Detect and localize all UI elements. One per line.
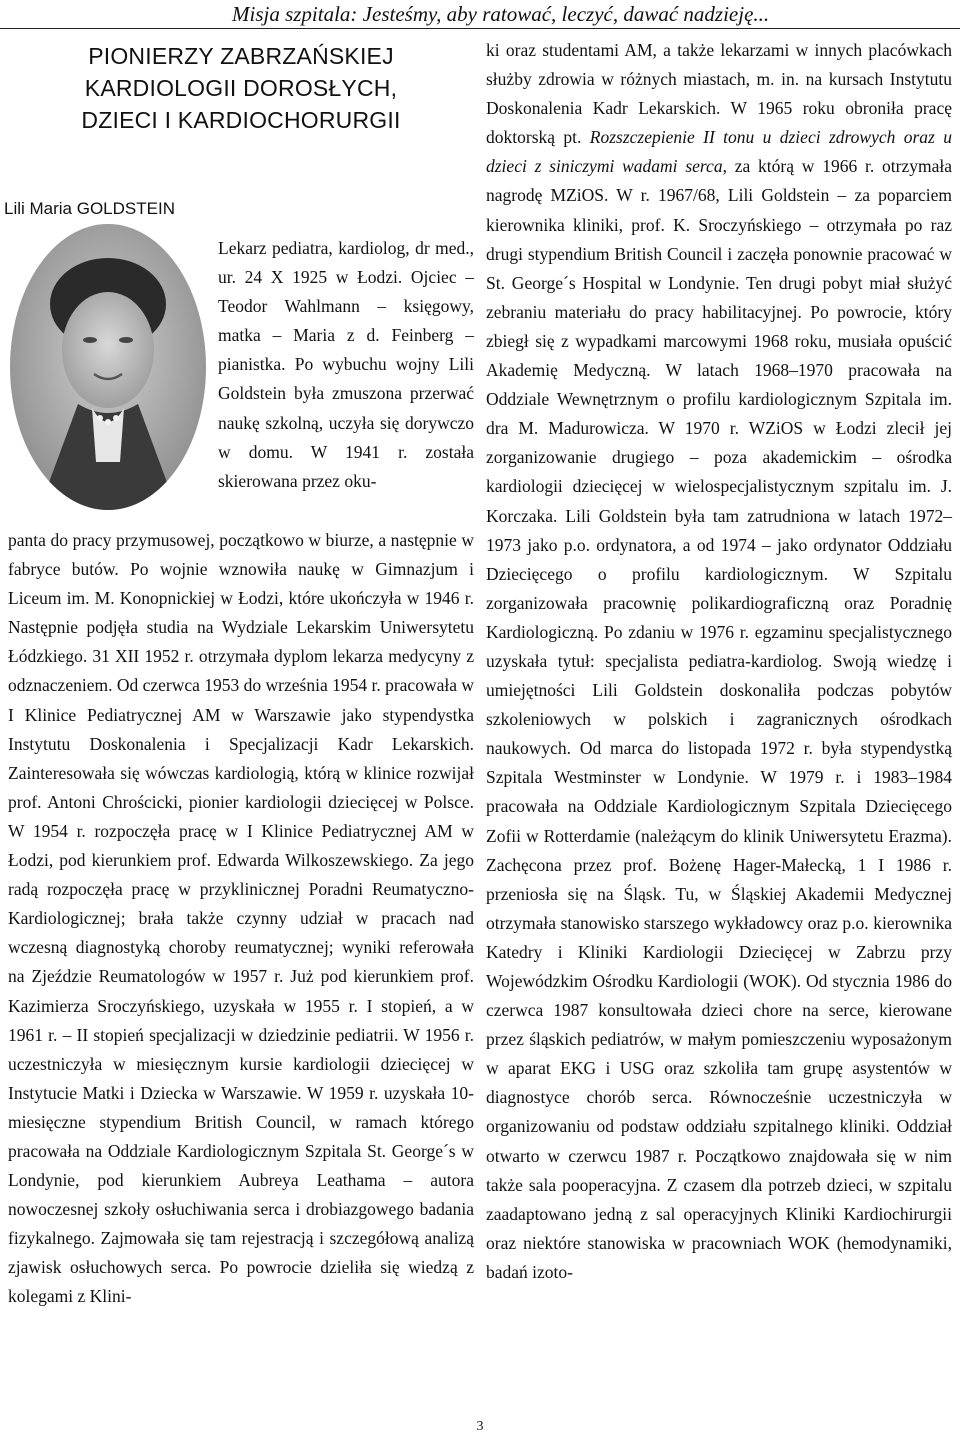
right-column	[486, 36, 952, 1416]
left-body-paragraph: panta do pracy przymusowej, początkowo w biurze, a następnie w fabryce butów. Po wojnie wznowiła naukę w Gimnazjum i Liceum im. M. Konopnickiej w Łodzi, które ukończyła w 1946 r. Następnie podjęła studia na Wydziale Lekarskim Uniwersytetu Łódzkiego. 31 XII 1952 r. otrzymała dyplom lekarza medycyny z odznaczeniem. Od czerwca 1953 do września 1954 r. pracowała w I Klinice Pediatrycznej AM w Warszawie jako stypendystka Instytutu Doskonalenia i Specjalizacji Kadr Lekarskich. Zainteresowała się wówczas kardiologią, którą w klinice rozwijał prof. Antoni Chrościcki, pionier kardiologii dziecięcej w Polsce. W 1954 r. rozpoczęła pracę w I Klinice Pediatrycznej AM w Łodzi, pod kierunkiem prof. Edwarda Wilkoszewskiego. Za jego radą rozpoczęła pracę w przyklinicznej Poradni Reumatyczno-Kardiologicznej; brała także czynny udział w pracach nad wczesną diagnostyką choroby reumatycznej; wyniki referowała na Zjeździe Reumatologów w 1957 r. Już pod kierunkiem prof. Kazimierza Sroczyńskiego, uzyskała w 1955 r. I stopień, a w 1961 r. – II stopień specjalizacji w dziedzinie pediatrii. W 1956 r. uczestniczyła w miesięcznym kursie kardiologii dziecięcej w Instytucie Matki i Dziecka w Warszawie. W 1959 r. uzyskała 10-miesięczne stypendium British Council, w ramach którego pracowała na Oddziale Kardiologicznym Szpitala St. George´s w Londynie, pod kierunkiem Aubreya Leathama – autora nowoczesnej szkoły osłuchiwania serca i drobiazgowego badania fizykalnego. Zajmowała się tam rejestracją i szczegółową analizą zjawisk osłuchowych serca. Po powrocie dzieliła się wiedzą z kolegami z Klini-	[8, 530, 474, 1307]
thesis-title: Rozszczepienie II tonu u dzieci zdrowych oraz u dzieci z siniczymi wadami serca	[486, 127, 952, 177]
article-title-line-1: PIONIERZY ZABRZAŃSKIEJ	[88, 43, 394, 69]
page-number: 3	[476, 1419, 484, 1434]
intro-text: Lekarz pediatra, kardiolog, dr med., ur. 24 X 1925 w Łodzi. Ojciec – Teodor Wahlmann – księgowy, matka – Maria z d. Feinberg – pianistka. Po wybuchu wojny Lili Goldstein była zmuszona przerwać naukę szkolną, uczyła się dorywczo w domu. W 1941 r. została skierowana przez oku-	[218, 238, 474, 491]
left-body-text	[8, 526, 474, 1312]
person-name: Lili Maria GOLDSTEIN	[4, 199, 175, 218]
article-title-line-2: KARDIOLOGII DOROSŁYCH,	[84, 75, 398, 101]
header-divider	[0, 28, 960, 29]
right-body-text-1: ki oraz studentami AM, a także lekarzami w innych placówkach służby zdrowia w różnych miastach, m. in. na kursach Instytutu Doskonalenia Kadr Lekarskich. W 1965 roku obroniła pracę doktorską pt.	[486, 40, 952, 148]
portrait-photo	[8, 222, 208, 516]
intro-paragraph	[218, 234, 474, 496]
article-title	[8, 40, 474, 136]
portrait-image	[8, 222, 208, 512]
article-title-line-3: DZIECI I KARDIOCHORURGII	[81, 107, 401, 133]
right-body-text-2: , za którą w 1966 r. otrzymała nagrodę MZiOS. W r. 1967/68, Lili Goldstein – za poparciem kierownika kliniki, prof. K. Sroczyńskiego – otrzymała po raz drugi stypendium British Council i zaczęła ponownie pracować w St. George´s Hospital w Londynie. Ten drugi pobyt miał służyć zebraniu materiału do pracy habilitacyjnej. Po powrocie, który zbiegł się z wypadkami marcowymi 1968 roku, musiała opuścić Akademię Medyczną. W latach 1968–1970 pracowała na Oddziale Wewnętrznym o profilu kardiologicznym Szpitala im. dra M. Madurowicza. W 1970 r. WZiOS w Łodzi zlecił jej zorganizowanie drugiego – poza akademickim – ośrodka kardiologii dziecięcej w wielospecjalistycznym szpitalu im. J. Korczaka. Lili Goldstein była tam zatrudniona w latach 1972–1973 jako p.o. ordynatora, a od 1974 – jako ordynator Oddziału Dziecięcego o profilu kardiologicznym. W Szpitalu zorganizowała pracownię polikardiograficzną oraz Poradnię Kardiologiczną. Po zdaniu w 1976 r. egzaminu specjalistycznego uzyskała tytuł: specjalista pediatra-kardiolog. Swoją wiedzę i umiejętności Lili Goldstein doskonaliła podczas pobytów szkoleniowych w polskich i zagranicznych ośrodkach naukowych. Od marca do listopada 1972 r. była stypendystką Szpitala Westminster w Londynie. W 1979 r. i 1983–1984 pracowała na Oddziale Kardiologicznym Szpitala Dziecięcego Zofii w Rotterdamie (należącym do klinik Uniwersytetu Erazma). Zachęcona przez prof. Bożenę Hager-Małecką, 1 I 1986 r. przeniosła się na Śląsk. Tu, w Śląskiej Akademii Medycznej otrzymała stanowisko starszego wykładowcy oraz p.o. kierownika Katedry i Kliniki Kardiologii Dziecięcej w Zabrzu przy Wojewódzkim Ośrodku Kardiologii (WOK). Od stycznia 1986 do czerwca 1987 konsultowała dzieci chore na serce, kierowane przez śląskich pediatrów, w małym pomieszczeniu wyposażonym w aparat EKG i USG oraz szkoliła tam grupę asystentów w diagnostyce chorób serca. Równocześnie uczestniczyła w organizowaniu od podstaw oddziału szpitalnego kliniki. Oddział otwarto w czerwcu 1987 r. Początkowo znajdowała się w nim także sala pooperacyjna. Z czasem dla potrzeb dzieci, w szpitalu zaadaptowano jedną z sal operacyjnych Kliniki Kardiochirurgii oraz niektóre stanowiska w pracowniach WOK (hemodynamiki, badań izoto-	[486, 156, 952, 1282]
running-header	[0, 0, 960, 28]
running-title: Misja szpitala: Jesteśmy, aby ratować, leczyć, dawać nadzieję...	[232, 2, 770, 26]
right-body-paragraph	[486, 36, 952, 1287]
